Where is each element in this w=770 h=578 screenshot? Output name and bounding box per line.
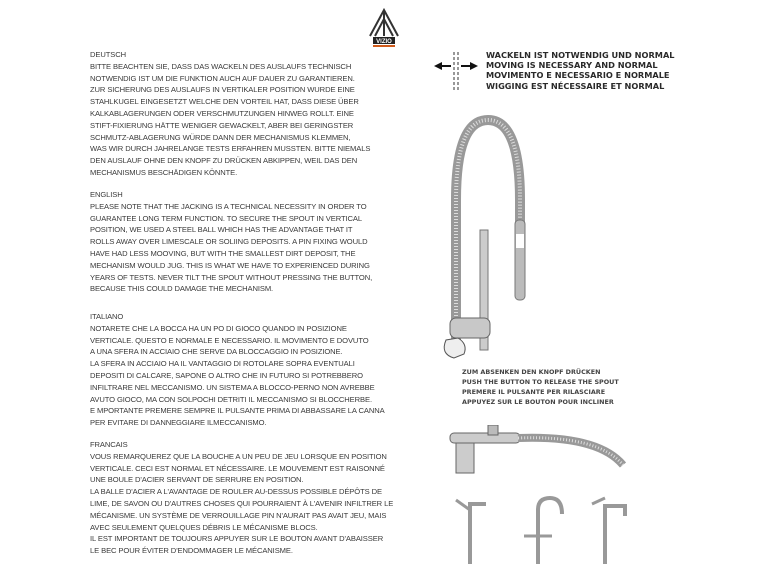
- note-line: PREMERE IL PULSANTE PER RILASCIARE: [462, 388, 606, 396]
- text-line: A UNA SFERA IN ACCIAIO CHE SERVE DA BLOCCAGGIO IN POSIZIONE.: [90, 347, 343, 357]
- text-line: DEN AUSLAUF OHNE DEN KNOPF ZU DRÜCKEN ABKIPPEN, WEIL DAS DEN: [90, 156, 358, 166]
- note-line: WIGGING EST NÉCESSAIRE ET NORMAL: [486, 80, 665, 91]
- text-line: BECAUSE THIS COULD DAMAGE THE MECHANISM.: [90, 284, 274, 294]
- section-heading: ITALIANO: [90, 312, 124, 321]
- text-line: AVEC SEULEMENT QUELQUES DÉBRIS LE MÉCANISME BLOCS.: [90, 522, 318, 532]
- text-line: DEPOSITI DI CALCARE, SAPONE O ALTRO CHE IN FUTURO SI POTREBBERO: [90, 370, 363, 380]
- section-english: [90, 189, 372, 295]
- text-line: WAS WIR DURCH JAHRELANGE TESTS ERFAHREN MUSSTEN. BITTE NIEMALS: [90, 144, 371, 154]
- text-line: VERTICALE. CECI EST NORMAL ET NÉCESSAIRE. LE MOUVEMENT EST RAISONNÉ: [90, 463, 385, 473]
- text-line: KALKABLAGERUNGEN ODER VERSCHMUTZUNGEN HINWEG ROLLT. EINE: [90, 108, 354, 118]
- note-line: APPUYEZ SUR LE BOUTON POUR INCLINER: [462, 398, 614, 406]
- section-heading: DEUTSCH: [90, 50, 127, 59]
- text-line: PLEASE NOTE THAT THE JACKING IS A TECHNICAL NECESSITY IN ORDER TO: [90, 201, 367, 211]
- wiggle-note: [486, 50, 675, 91]
- text-line: VERTICALE. QUESTO E NORMALE E NECESSARIO. IL MOVIMENTO E DOVUTO: [90, 335, 369, 345]
- section-heading: FRANCAIS: [90, 440, 128, 449]
- text-line: UNE BOULE D'ACIER SERVANT DE SERRURE EN POSITION.: [90, 475, 304, 485]
- text-line: STAHLKUGEL EINGESETZT WELCHE DEN VORTEIL HAT, DASS DIESE ÜBER: [90, 97, 359, 107]
- note-line: ZUM ABSENKEN DEN KNOPF DRÜCKEN: [462, 368, 601, 376]
- push-button-note: [462, 367, 619, 407]
- text-line: LE BEC POUR ÉVITER D'ENDOMMAGER LE MÉCANISME.: [90, 546, 293, 556]
- text-line: VOUS REMARQUEREZ QUE LA BOUCHE A UN PEU DE JEU LORSQUE EN POSITION: [90, 451, 387, 461]
- section-heading: ENGLISH: [90, 190, 123, 199]
- text-line: SCHMUTZ-ABLAGERUNG WÜRDE DANN DER MECHANISMUS KLEMMEN,: [90, 132, 351, 142]
- section-francais: [90, 439, 393, 557]
- note-line: MOVIMENTO E NECESSARIO E NORMALE: [486, 70, 670, 81]
- faucet-tilted-illustration: [448, 425, 648, 485]
- svg-text:VIZIO: VIZIO: [376, 39, 392, 45]
- text-line: STIFT-FIXIERUNG HÄTTE WENIGER GEWACKELT, ABER BEI GERINGSTER: [90, 120, 354, 130]
- note-line: MOVING IS NECESSARY AND NORMAL: [486, 60, 658, 71]
- text-line: LA SFERA IN ACCIAIO HA IL VANTAGGIO DI ROTOLARE SOPRA EVENTUALI: [90, 359, 355, 369]
- text-line: POSITION, WE USED A STEEL BALL WHICH HAS THE ADVANTAGE THAT IT: [90, 225, 353, 235]
- text-line: ZUR SICHERUNG DES AUSLAUFS IN VERTIKALER POSITION WURDE EINE: [90, 85, 355, 95]
- text-line: LA BALLE D'ACIER A L'AVANTAGE DE ROULER AU-DESSUS POSSIBLE DÉPÔTS DE: [90, 487, 382, 497]
- text-line: E MPORTANTE PREMERE SEMPRE IL PULSANTE PRIMA DI ABBASSARE LA CANNA: [90, 406, 385, 416]
- text-line: NOTARETE CHE LA BOCCA HA UN PO DI GIOCO QUANDO IN POSIZIONE: [90, 323, 347, 333]
- section-italiano: [90, 311, 385, 429]
- note-line: WACKELN IST NOTWENDIG UND NORMAL: [486, 50, 675, 60]
- text-line: NOTWENDIG IST UM DIE FUNKTION AUCH AUF DAUER ZU GARANTIEREN.: [90, 73, 355, 83]
- section-deutsch: [90, 49, 370, 179]
- text-line: ROLLS AWAY OVER LIMESCALE OR SOLIING DEPOSITS. A PIN FIXING WOULD: [90, 237, 368, 247]
- text-line: YEARS OF TESTS. NEVER TILT THE SPOUT WITHOUT PRESSING THE BUTTON,: [90, 272, 373, 282]
- vizio-logo: [364, 6, 404, 50]
- note-line: PUSH THE BUTTON TO RELEASE THE SPOUT: [462, 378, 619, 386]
- text-line: BITTE BEACHTEN SIE, DASS DAS WACKELN DES AUSLAUFS TECHNISCH: [90, 61, 352, 71]
- text-line: MÉCANISME. UN SYSTÈME DE VERROUILLAGE PIN N'AURAIT PAS AVAIT JEU, MAIS: [90, 510, 387, 520]
- text-line: INFILTRARE NEL MECCANISMO. UN SISTEMA A BLOCCO-PERNO NON AVREBBE: [90, 382, 375, 392]
- text-line: MECHANISM WOULD JUG. THIS IS WHAT WE HAVE TO EXPERIENCED DURING: [90, 260, 370, 270]
- text-line: AVUTO GIOCO, MA CON SOLPOCHI DETRITI IL MECCANISMO SI BLOCCHERBE.: [90, 394, 372, 404]
- text-line: HAVE HAD LESS MOOVING, BUT WITH THE SMALLEST DIRT DEPOSIT, THE: [90, 248, 356, 258]
- text-line: PER EVITARE DI DANNEGGIARE ILMECCANISMO.: [90, 418, 267, 428]
- faucet-illustration: [430, 90, 560, 360]
- text-line: IL EST IMPORTANT DE TOUJOURS APPUYER SUR LE BOUTON AVANT D'ABAISSER: [90, 534, 384, 544]
- text-line: MECHANISMUS BESCHÄDIGEN KÖNNTE.: [90, 167, 238, 177]
- text-line: LIME, DE SAVON OU D'AUTRES CHOSES QUI POURRAIENT À L'AVENIR INFILTRER LE: [90, 498, 394, 508]
- wiggle-arrows-icon: [432, 52, 482, 92]
- faucet-variants-illustration: [450, 492, 640, 567]
- text-line: GUARANTEE LONG TERM FUNCTION. TO SECURE THE SPOUT IN VERTICAL: [90, 213, 362, 223]
